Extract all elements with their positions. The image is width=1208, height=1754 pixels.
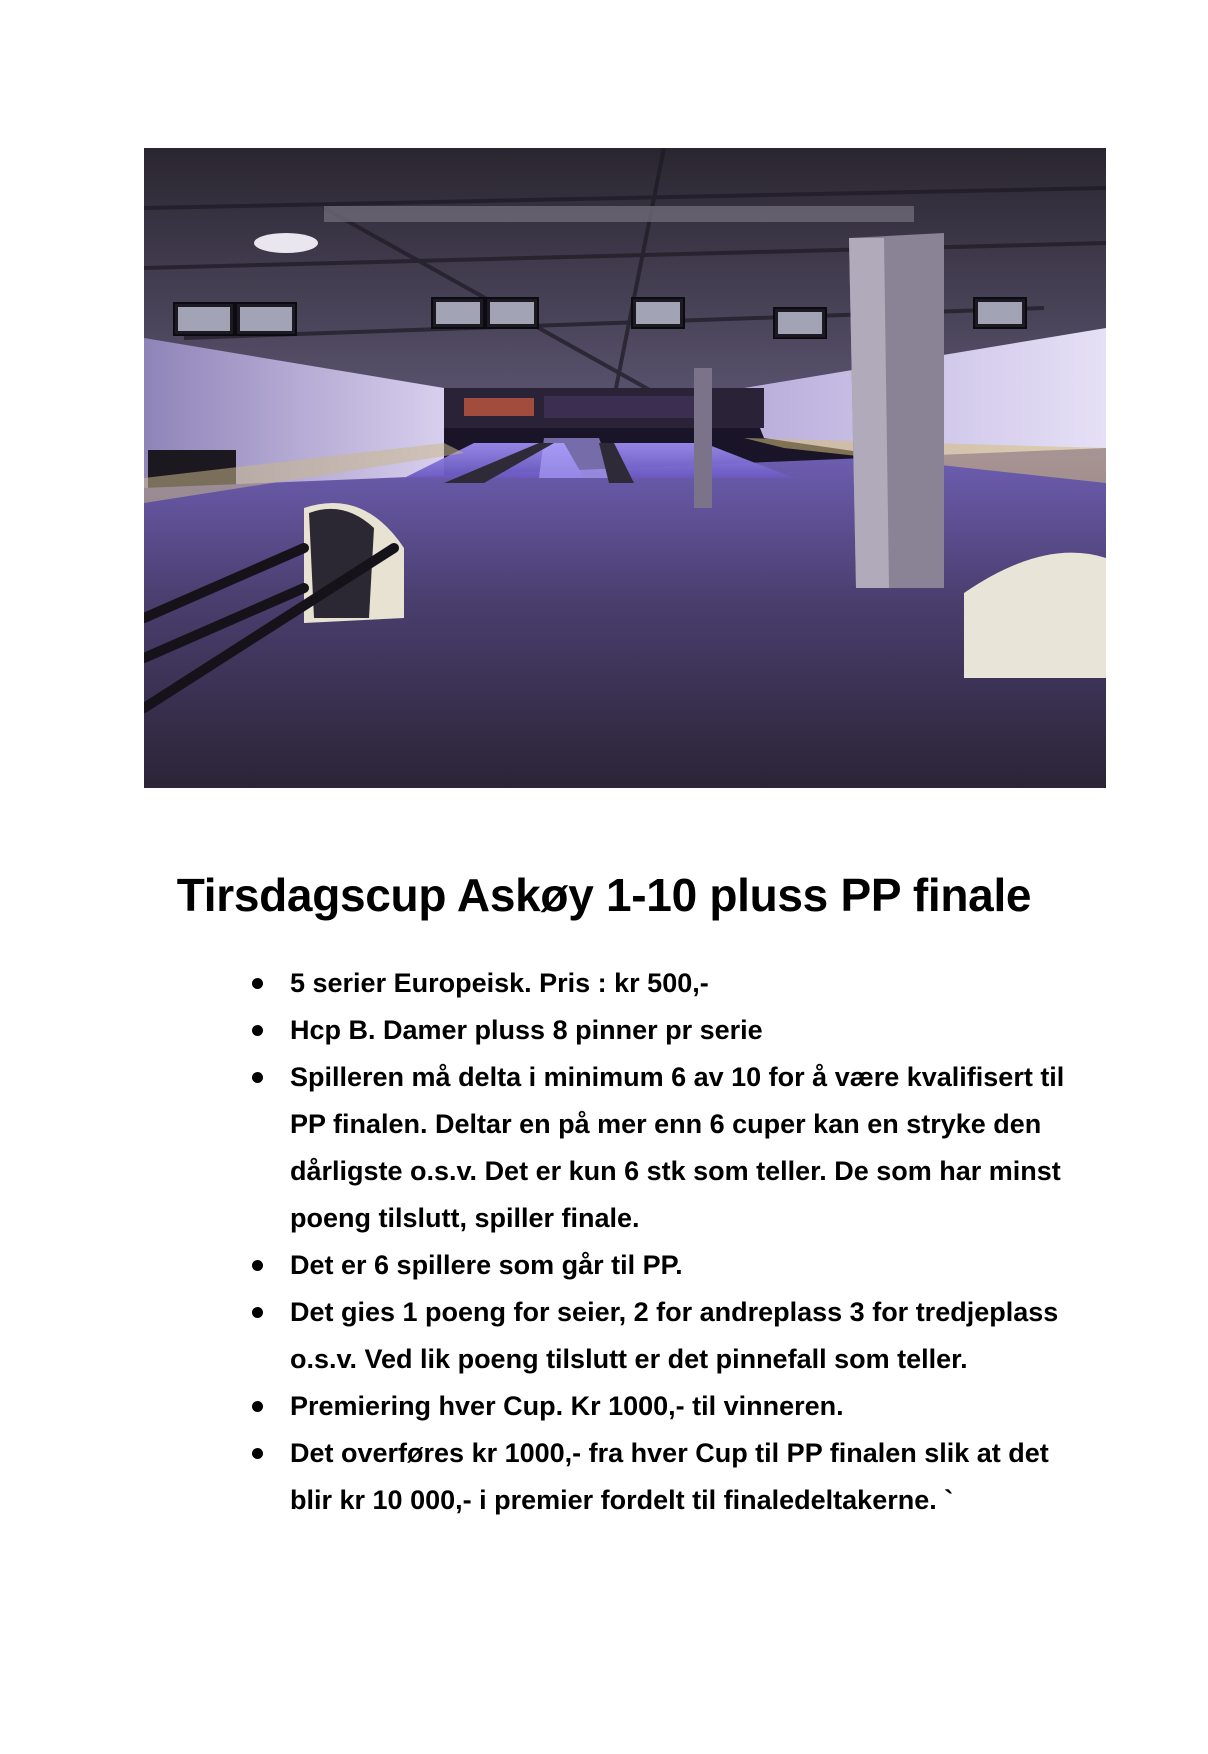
bullet-icon [252,1260,263,1271]
list-item-text: Spilleren må delta i minimum 6 av 10 for å være kvalifisert til PP finalen. Deltar en på mer enn 6 cuper kan en stryke den dårligste o.s.v. Det er kun 6 stk som teller. De som har minst poeng tilslutt, spiller finale. [290,1062,1065,1233]
list-item [248,1054,1068,1242]
bowling-alley-illustration [144,148,1106,788]
bowling-alley-photo [144,148,1106,788]
page-title: Tirsdagscup Askøy 1-10 pluss PP finale [176,869,1032,921]
list-item [248,1430,1068,1524]
list-item [248,960,1068,1007]
bullet-icon [252,1072,263,1083]
bullet-icon [252,1025,263,1036]
list-item-text: 5 serier Europeisk. Pris : kr 500,- [290,968,709,998]
bullet-icon [252,1401,263,1412]
list-item-text: Premiering hver Cup. Kr 1000,- til vinneren. [290,1391,844,1421]
list-item-text: Det overføres kr 1000,- fra hver Cup til PP finalen slik at det blir kr 10 000,- i premier fordelt til finaledeltakerne. ` [290,1438,1049,1515]
bullet-icon [252,1307,263,1318]
list-item-text: Hcp B. Damer pluss 8 pinner pr serie [290,1015,763,1045]
list-item [248,1242,1068,1289]
list-item [248,1289,1068,1383]
rules-list [248,960,1068,1524]
list-item-text: Det gies 1 poeng for seier, 2 for andreplass 3 for tredjeplass o.s.v. Ved lik poeng tilslutt er det pinnefall som teller. [290,1297,1059,1374]
bullet-icon [252,978,263,989]
list-item [248,1383,1068,1430]
bullet-icon [252,1448,263,1459]
list-item [248,1007,1068,1054]
list-item-text: Det er 6 spillere som går til PP. [290,1250,683,1280]
